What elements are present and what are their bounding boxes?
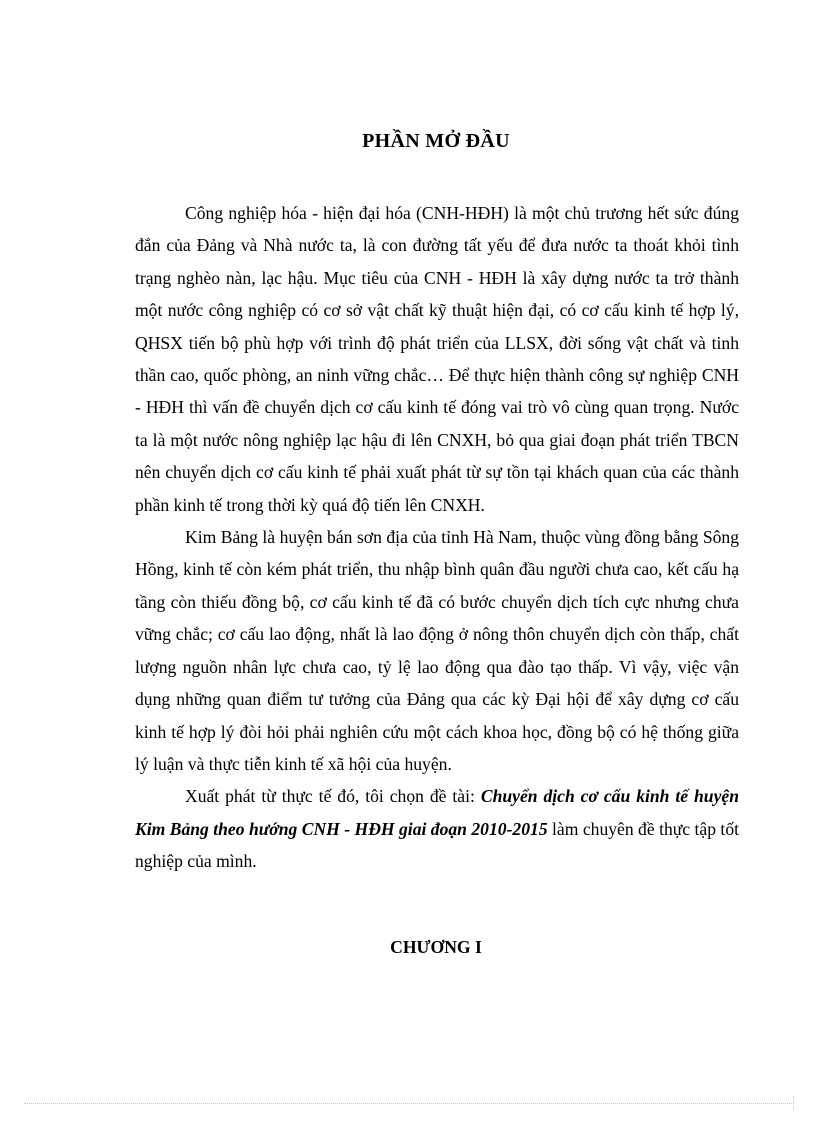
topic-title: Chuyển dịch cơ cấu kinh tế huyện Kim Bảng theo hướng CNH - HĐH giai đoạn 2010-2015 <box>135 786 739 839</box>
paragraph-introduction: Công nghiệp hóa - hiện đại hóa (CNH-HĐH) là một chủ trương hết sức đúng đắn của Đảng và Nhà nước ta, là con đường tất yếu để đưa nước ta thoát khỏi tình trạng nghèo nàn, lạc hậu. Mục tiêu của CNH - HĐH là xây dựng nước ta trở thành một nước công nghiệp có cơ sở vật chất kỹ thuật hiện đại, có cơ cấu kinh tế hợp lý, QHSX tiến bộ phù hợp với trình độ phát triển của LLSX, đời sống vật chất và tinh thần cao, quốc phòng, an ninh vững chắc… Để thực hiện thành công sự nghiệp CNH - HĐH thì vấn đề chuyển dịch cơ cấu kinh tế đóng vai trò vô cùng quan trọng. Nước ta là một nước nông nghiệp lạc hậu đi lên CNXH, bỏ qua giai đoạn phát triển TBCN nên chuyển dịch cơ cấu kinh tế phải xuất phát từ sự tồn tại khách quan của các thành phần kinh tế trong thời kỳ quá độ tiến lên CNXH. <box>135 203 739 515</box>
paragraph-kim-bang: Kim Bảng là huyện bán sơn địa của tỉnh Hà Nam, thuộc vùng đồng bằng Sông Hồng, kinh tế còn kém phát triển, thu nhập bình quân đầu người chưa cao, kết cấu hạ tầng còn thiếu đồng bộ, cơ cấu kinh tế đã có bước chuyển dịch tích cực nhưng chưa vững chắc; cơ cấu lao động, nhất là lao động ở nông thôn chuyển dịch còn thấp, chất lượng nguồn nhân lực chưa cao, tỷ lệ lao động qua đào tạo thấp. Vì vậy, việc vận dụng những quan điểm tư tưởng của Đảng qua các kỳ Đại hội để xây dựng cơ cấu kinh tế hợp lý đòi hỏi phải nghiên cứu một cách khoa học, đồng bộ có hệ thống giữa lý luận và thực tiễn kinh tế xã hội của huyện. <box>135 527 739 774</box>
page-title: PHẦN MỞ ĐẦU <box>362 130 510 152</box>
page-footer-rule <box>24 1103 794 1104</box>
topic-tail-text: làm chuyên đề thực tập tốt nghiệp của mình. <box>135 818 739 872</box>
topic-lead-text: Xuất phát từ thực tế đó, tôi chọn đề tài: <box>185 786 481 807</box>
document-body <box>135 197 739 878</box>
paragraph-topic <box>135 780 739 877</box>
page-footer-tick <box>793 1096 794 1110</box>
chapter-heading: CHƯƠNG I <box>390 937 482 957</box>
